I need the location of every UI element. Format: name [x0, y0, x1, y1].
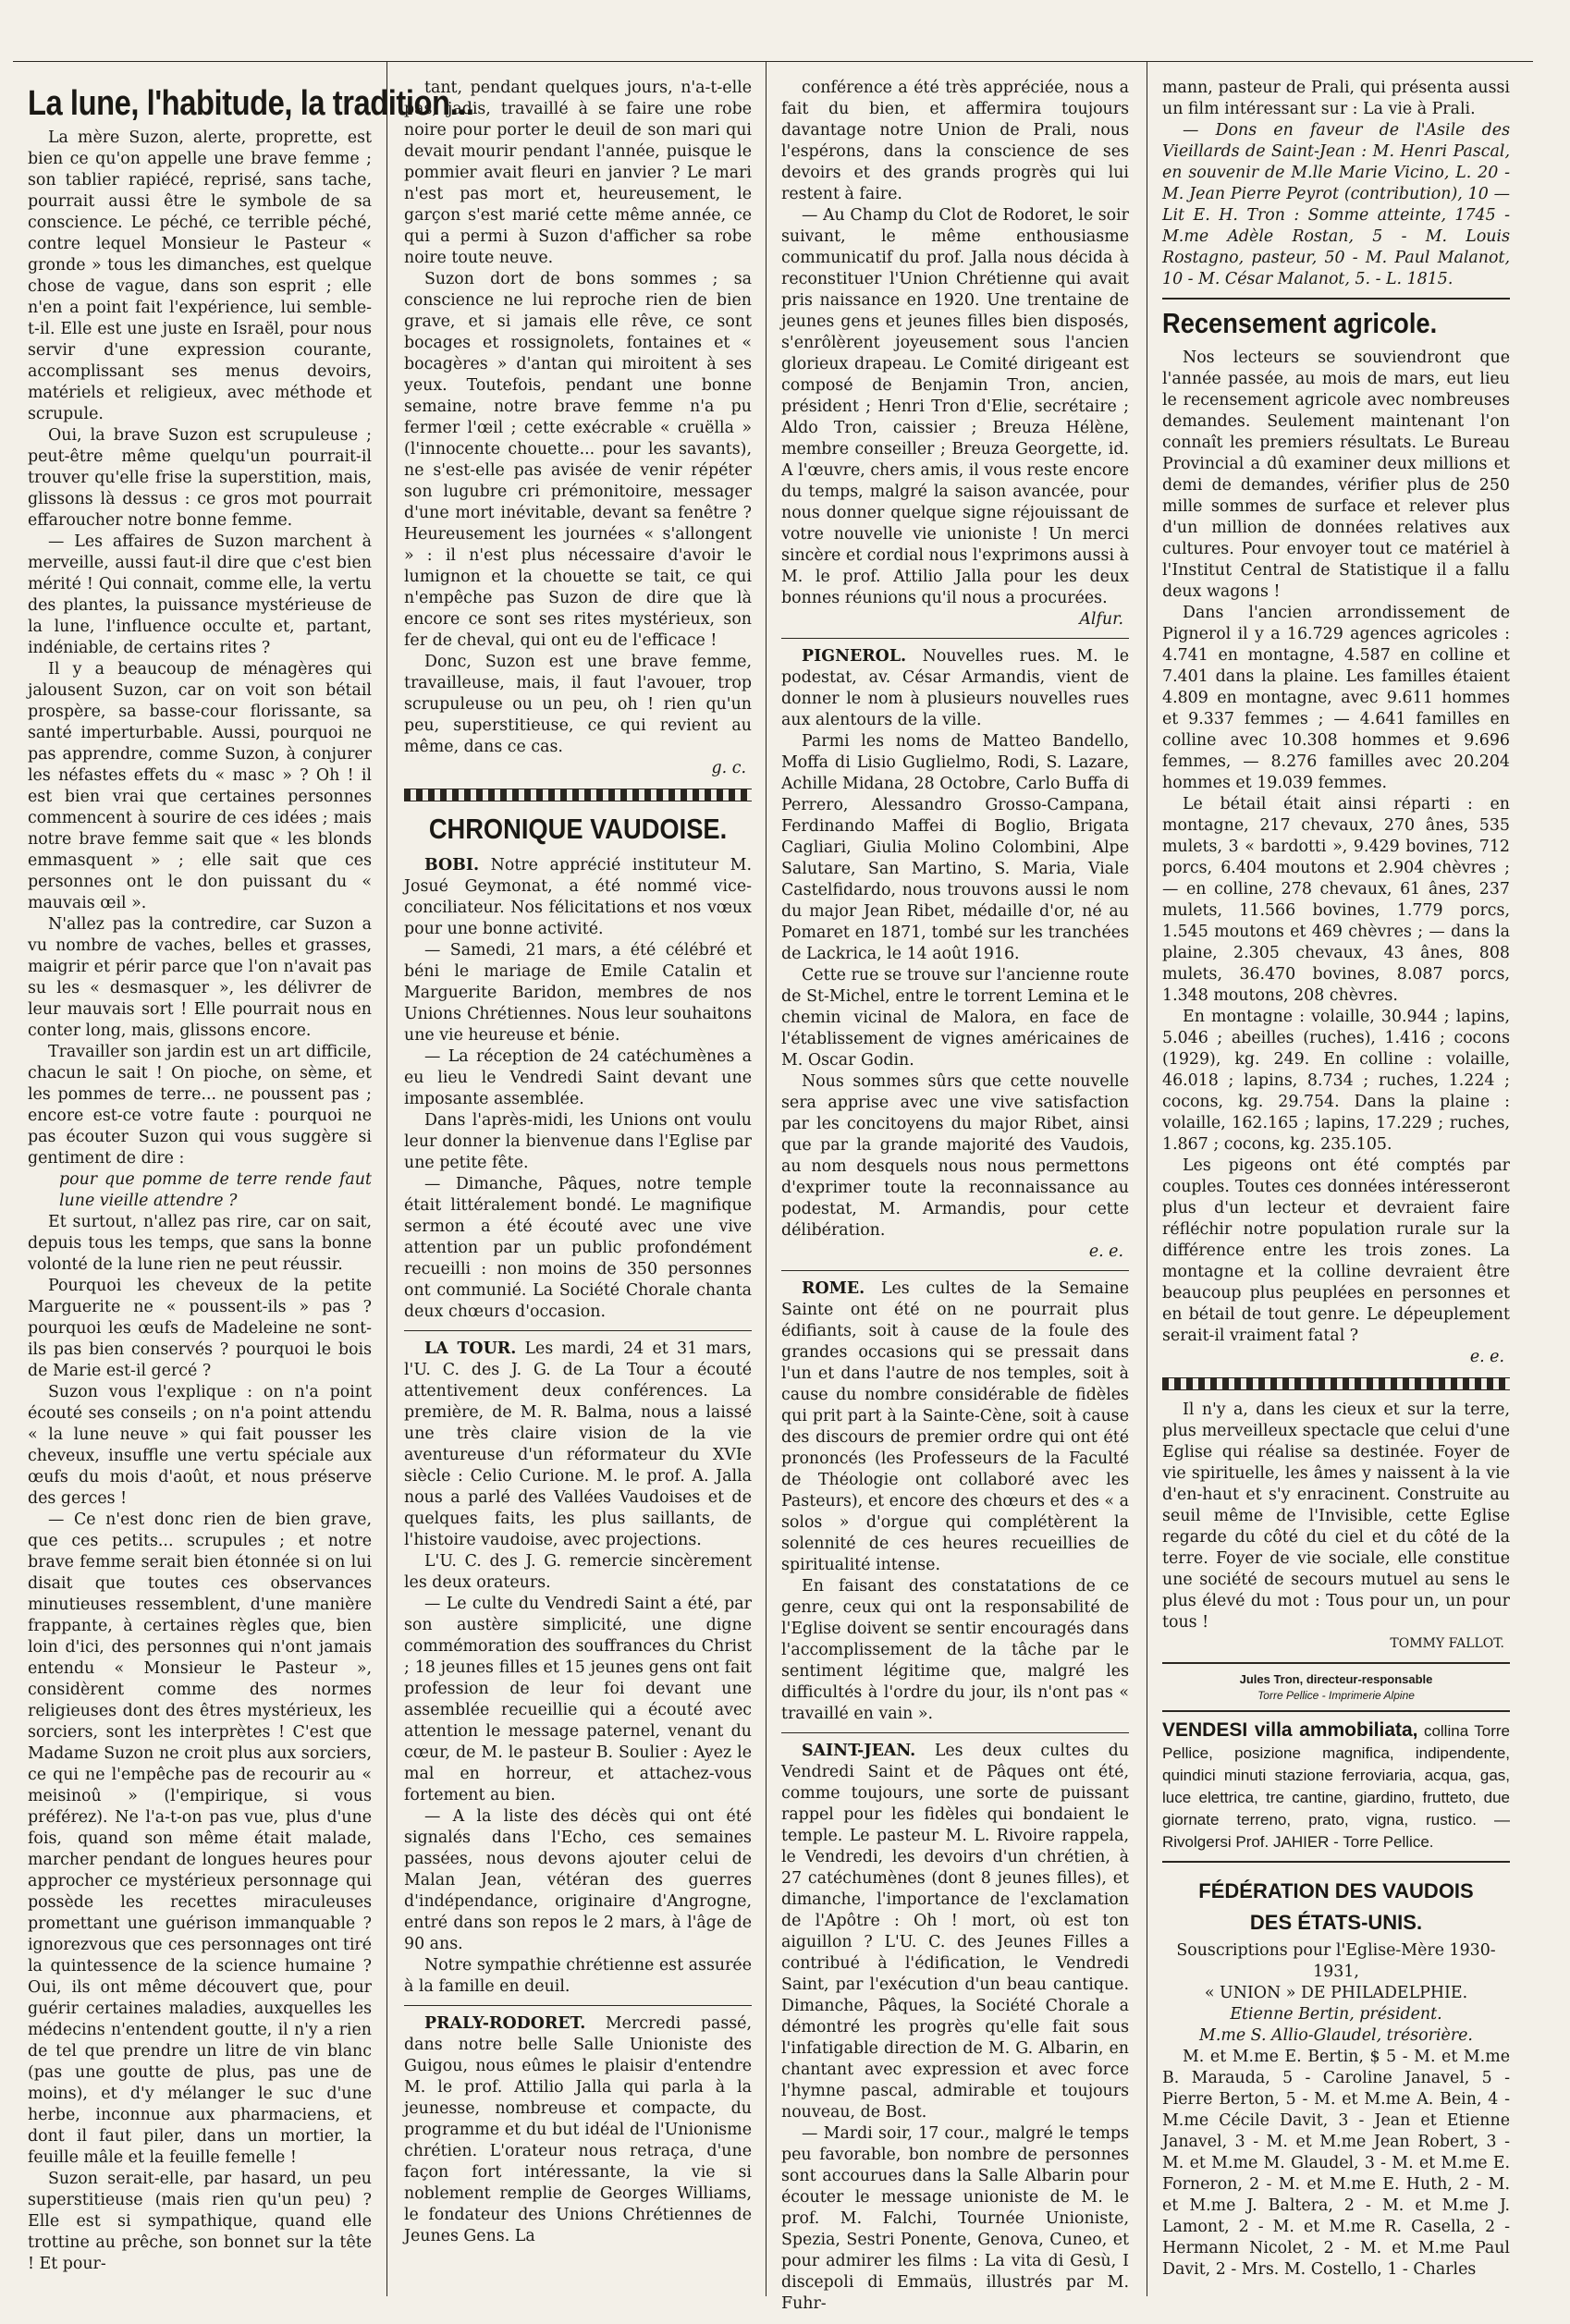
federation-list: M. et M.me E. Bertin, $ 5 - M. et M.me B. Marauda, 5 - Caroline Janavel, 5 - Pierre Berton, 5 - M. et M.me A. Bein, 4 - M.me Cécile Davit, 3 - Jean et Etienne Janavel, 3 - M. et M.me Jean Robert, 3 - M. et M.me M. Glaudel, 3 - M. et M.me E. Forneron, 2 - M. et M.me E. Huth, 2 - M. et M.me J. Baltera, 2 - M. et M.me J. Lamont, 2 - M. et M.me R. Casella, 2 - Hermann Nicolet, 2 - M. et M.me Paul Davit, 2 - Mrs. M. Costello, 1 - Charles — [1162, 2048, 1510, 2279]
paragraph: Suzon vous l'explique : on n'a point écouté ses conseils ; on n'a point attendu « la lune neuve » qui fait pousser les cheveux, insuffle une vertu spéciale aux œufs du mois d'août, et nous préserve des gerces ! — [28, 1383, 372, 1508]
paragraph: — Samedi, 21 mars, a été célébré et béni le mariage de Emile Catalin et Marguerite Baridon, membres de nos Unions Chrétiennes. Nous leur souhaitons une vie heureuse et bénie. — [404, 941, 752, 1045]
news-praly — [404, 2013, 752, 2247]
ornament-divider — [404, 789, 752, 801]
paragraph: En montagne : volaille, 30.944 ; lapins, 5.046 ; abeilles (ruches), 1.416 ; cocons (1929), kg. 249. En colline : volaille, 46.018 ; lapins, 8.734 ; ruches, 1.224 ; cocons, kg. 29.754. Dans la plaine : volaille, 162.165 ; lapins, 17.229 ; ruches, 1.867 ; cocons, kg. 235.105. — [1162, 1008, 1510, 1154]
paragraph: — Mardi soir, 17 cour., malgré le temps peu favorable, bon nombre de personnes sont accourues dans la Salle Albarin pour écouter le message unioniste de M. le prof. M. Falchi, Tournée Unioniste, Spezia, Sestri Ponente, Genova, Cuneo, et pour admirer les films : La vita di Gesù, I discepoli di Emmaüs, illustrés par M. Fuhr- — [781, 2124, 1129, 2313]
divider — [1162, 1662, 1510, 1664]
column-4 — [1162, 78, 1510, 2296]
paragraph: conférence a été très appréciée, nous a fait du bien, et affermira toujours davantage notre Union de Prali, nous l'espérons, dans la conscience de ses devoirs et des grands progrès qui lui restent à faire. — [781, 79, 1129, 203]
paragraph: Donc, Suzon est une brave femme, travailleuse, mais, il faut l'avouer, trop scrupuleuse ou un peu, oh ! rien qu'un peu, superstitieuse, ce qui revient au même, dans ce cas. — [404, 653, 752, 756]
article-title-lune: La lune, l'habitude, la tradition... — [28, 84, 474, 123]
news-pignerol — [781, 646, 1129, 731]
paragraph: Suzon serait-elle, par hasard, un peu superstitieuse (mais rien qu'un peu) ? Elle est si sympathique, quand elle trottine au prêche, son bonnet sur la tête ! Et pour- — [28, 2170, 372, 2273]
quote: pour que pomme de terre rende faut lune vieille attendre ? — [59, 1170, 372, 1210]
news-rome — [781, 1278, 1129, 1576]
paragraph: — Au Champ du Clot de Rodoret, le soir suivant, le même enthousiasme communicatif du prof. Jalla nous décida à reconstituer l'Union Chrétienne qui avait pris naissance en 1920. Une trentaine de jeunes gens et jeunes filles bien disposés, s'enrôlèrent joyeusement sous l'ancien glorieux drapeau. Le Comité dirigeant est composé de Benjamin Tron, ancien, président ; Henri Tron d'Elie, secrétaire ; Aldo Tron, caissier ; Breuza Hélène, membre conseiller ; Breuza Georgette, id. A l'œuvre, chers amis, il vous reste encore du temps, malgré la saison avancée, pour nous donner quelque signe réjouissant de votre nouvelle vie unioniste ! Un merci sincère et cordial nous l'exprimons aussi à M. le prof. Attilio Jalla pour les deux bonnes réunions qu'il nous a procurées. — [781, 206, 1129, 607]
paragraph: Et surtout, n'allez pas rire, car on sait, depuis tous les temps, que sans la bonne volonté de la lune rien ne peut réussir. — [28, 1213, 372, 1274]
place-name: SAINT-JEAN. — [802, 1742, 916, 1760]
article-title-recensement: Recensement agricole. — [1162, 307, 1438, 339]
paragraph: Dans l'après-midi, les Unions ont voulu leur donner la bienvenue dans l'Eglise par une petite fête. — [404, 1111, 752, 1172]
signature: TOMMY FALLOT. — [1390, 1636, 1504, 1651]
paragraph: Pourquoi les cheveux de la petite Marguerite ne « poussent-ils » pas ? pourquoi les œufs de Madeleine ne sont-ils pas bien conservés ? pourquoi le bois de Marie est-il gercé ? — [28, 1277, 372, 1380]
federation-subtitle: Souscriptions pour l'Eglise-Mère 1930-1931, — [1176, 1941, 1496, 1981]
ad-text: collina Torre Pellice, posizione magnifica, indipendente, quindici minuti stazione ferroviaria, acqua, gas, luce elettrica, tre cantine, giardino, frutteto, due giornate terreno, prato, vigna, rustico. — Rivolgersi Prof. JAHIER - Torre Pellice. — [1162, 1722, 1511, 1851]
news-latour — [404, 1339, 752, 1551]
divider — [1162, 298, 1510, 300]
divider — [1162, 1710, 1510, 1712]
paragraph: — Le culte du Vendredi Saint a été, par son austère simplicité, une digne commémoration des souffrances du Christ ; 18 jeunes filles et 15 jeunes gens ont fait profession de leur foi devant une assemblée recueillie qui a écouté avec attention le message paternel, venant du cœur, de M. le pasteur B. Soulier : Ayez le mal en horreur, et attachez-vous fortement au bien. — [404, 1595, 752, 1804]
federation-subtitle: « UNION » DE PHILADELPHIE. — [1204, 1984, 1468, 2002]
divider — [781, 638, 1129, 639]
paragraph: Suzon dort de bons sommes ; sa conscience ne lui reproche rien de bien grave, et si jamais elle rêve, ce sont bocages et rossignolets, fontaines et « bocagères » d'antan qui miroitent à ses yeux. Toutefois, pendant une bonne semaine, notre brave femme n'a pu fermer l'œil ; cette exécrable « cruëlla » (l'innocente chouette... pour les savants), ne s'est-elle pas avisée de venir répéter son lugubre cri prémonitoire, messager d'une mort inévitable, devant sa fenêtre ? Heureusement les journées « s'allongent » : il n'est plus nécessaire d'avoir le lumignon et la chouette se tait, ce qui n'empêche pas Suzon de dire que là encore ce sont ses rites mystérieux, son fer de cheval, qui ont eu de l'efficace ! — [404, 270, 752, 650]
federation-title: FÉDÉRATION DES VAUDOIS — [1198, 1879, 1474, 1902]
paragraph: Travailler son jardin est un art difficile, chacun le sait ! On pioche, on sème, et les pommes de terre... ne poussent pas ; encore est-ce votre faute : pourquoi ne pas écouter Suzon qui vous suggère si gentiment de dire : — [28, 1043, 372, 1168]
news-stjean — [781, 1741, 1129, 2123]
divider — [781, 1732, 1129, 1733]
news-bobi — [404, 855, 752, 940]
paragraph: — Les affaires de Suzon marchent à merveille, aussi faut-il dire que c'est bien mérité ! Qui connait, comme elle, la vertu des plantes, la puissance mystérieuse de la lune, l'influence occulte et, partant, indéniable, de certains rites ? — [28, 532, 372, 657]
paragraph: En faisant des constatations de ce genre, ceux qui ont la responsabilité de l'Eglise doivent se sentir encouragés dans l'accomplissement de la tâche par le sentiment légitime que, malgré les difficultés à l'ordre du jour, ils n'ont pas « travaillé en vain ». — [781, 1577, 1129, 1723]
paragraph: Il y a beaucoup de ménagères qui jalousent Suzon, car on voit son bétail prospère, sa basse-cour florissante, sa santé imperturbable. Aussi, pourquoi ne pas apprendre, comme Suzon, à conjurer les néfastes effets du « masc » ? Oh ! il est bien vrai que certaines personnes commencent à sourire de ces idées ; mais notre brave femme sait que « les blonds emmasquent » ; elle sait que ces personnes ont le don puissant du « mauvais œil ». — [28, 660, 372, 912]
column-rule-2 — [766, 61, 767, 2296]
paragraph: — A la liste des décès qui ont été signalés dans l'Echo, ces semaines passées, nous devons ajouter celui de Malan Jean, vétéran des guerres d'indépendance, originaire d'Angrogne, entré dans son repos le 2 mars, à l'âge de 90 ans. — [404, 1807, 752, 1953]
imprint-director: Jules Tron, directeur-responsable — [1239, 1672, 1433, 1686]
column-3 — [781, 78, 1130, 2313]
top-rule — [13, 61, 1533, 62]
classified-ad — [1162, 1719, 1510, 1853]
divider — [404, 1330, 752, 1331]
paragraph: Les pigeons ont été comptés par couples. Toutes ces données intéresseront plus d'un lecteur et devraient faire réfléchir notre population rurale sur la différence entre les trois zones. La montagne et la colline devraient être beaucoup plus peuplées en personnes et en bétail de tout genre. Le dépeuplement serait-il vraiment fatal ? — [1162, 1156, 1510, 1345]
ad-lead: VENDESI villa ammobiliata, — [1162, 1719, 1418, 1741]
divider — [404, 2005, 752, 2006]
divider — [781, 1270, 1129, 1271]
paragraph: Nos lecteurs se souviendront que l'année passée, au mois de mars, eut lieu le recensement agricole avec nombreuses demandes. Seulement maintenant l'on connaît les premiers résultats. Le Bureau Provincial a dû examiner deux millions et demi de demandes, vérifier plus de 250 mille sommes de surface et relever plus d'un million de données relatives aux cultures. Pour envoyer tout ce matériel à l'Institut Central de Statistique il a fallu deux wagons ! — [1162, 349, 1510, 601]
federation-president: Etienne Bertin, président. — [1230, 2005, 1442, 2024]
paragraph: Notre sympathie chrétienne est assurée à la famille en deuil. — [404, 1956, 752, 1996]
paragraph: mann, pasteur de Prali, qui présenta aussi un film intéressant sur : La vie à Prali. — [1162, 79, 1510, 118]
signature: e. e. — [1469, 1348, 1504, 1366]
place-name: PRALY-RODORET. — [424, 2014, 586, 2033]
imprint-printer: Torre Pellice - Imprimerie Alpine — [1257, 1689, 1415, 1702]
paragraph: Nouvelles rues. M. le podestat, av. César Armandis, vient de donner le nom à plusieurs nouvelles rues aux alentours de la ville. — [781, 647, 1130, 729]
federation-treasurer: M.me S. Allio-Glaudel, trésorière. — [1199, 2026, 1473, 2045]
paragraph: Les mardi, 24 et 31 mars, l'U. C. des J. G. de La Tour a écouté attentivement deux conférences. La première, de M. R. Balma, nous a laissé une très claire vision de la vie aventureuse d'un réformateur du XVIe siècle : Celio Curione. M. le prof. A. Jalla nous a parlé des Vallées Vaudoises et de quelques faits, les plus saillants, de l'histoire vaudoise, avec projections. — [404, 1339, 752, 1549]
paragraph: Parmi les noms de Matteo Bandello, Moffa di Lisio Guglielmo, Rodi, S. Lazare, Achille Midana, 28 Octobre, Carlo Buffa di Perrero, Alessandro Grosso-Campana, Ferdinando Maffei di Boglio, Brigata Cagliari, Giulia Molino Colombini, Alpe Salutare, San Martino, S. Maria, Viale Castelfidardo, nous trouvons aussi le nom du major Jean Ribet, médaille d'or, né au Pomaret en 1871, tombé sur les tranchées de Lackrica, le 14 août 1916. — [781, 732, 1129, 963]
paragraph: Oui, la brave Suzon est scrupuleuse ; peut-être même quelqu'un pourrait-il trouver qu'elle frise la superstition, mais, glissons là dessus : ce gros mot pourrait effaroucher notre bonne femme. — [28, 426, 372, 530]
place-name: BOBI. — [424, 856, 480, 875]
column-2 — [404, 78, 752, 2296]
signature: e. e. — [1088, 1242, 1123, 1261]
fallot-quote: Il n'y a, dans les cieux et sur la terre, plus merveilleux spectacle que celui d'une Eglise qui réalise sa destinée. Foyer de vie spirituelle, les âmes y naissent à la vie d'en-haut et s'y enracinent. Construite au seuil même de l'Invisible, cette Eglise regarde du côté du ciel et du côté de la terre. Foyer de vie sociale, elle constitue une société de secours mutuel au sens le plus élevé du mot : Tous pour un, un pour tous ! — [1162, 1401, 1510, 1632]
paragraph: Cette rue se trouve sur l'ancienne route de St-Michel, entre le torrent Lemina et le chemin vicinal de Malora, en face de l'établissement de vignes américaines de M. Oscar Godin. — [781, 966, 1129, 1070]
paragraph: Notre apprécié instituteur M. Josué Geymonat, a été nommé vice-conciliateur. Nos félicitations et nos vœux pour une bonne activité. — [404, 856, 752, 938]
paragraph: Les cultes de la Semaine Sainte ont été on ne pourrait plus édifiants, soit à cause de la foule des grandes occasions qui se pressait dans l'un et dans l'autre de nos temples, soit à cause du nombre considérable de fidèles qui prit part à la Sainte-Cène, soit à cause des discours de premier ordre qui ont été prononcés (les Professeurs de la Faculté de Théologie ont collaboré avec les Pasteurs), et encore des chœurs et des « a solos » d'orgue qui complétèrent la solennité de ces heures recueillies de spiritualité intense. — [781, 1279, 1129, 1574]
paragraph: — Ce n'est donc rien de bien grave, que ces petits... scrupules ; et notre brave femme serait bien étonnée si on lui disait que toutes ces observances minutieuses ressemblent, d'une manière frappante, à certaines règles que, bien loin d'ici, des personnes qui n'ont jamais entendu « Monsieur le Pasteur », considèrent comme des normes religieuses dont des êtres mystérieux, les sorciers, sont les interprètes ! C'est que Madame Suzon ne croit plus aux sorciers, ce qui ne l'empêche pas de recourir au « meisinoû » (l'empirique, si vous préférez). Ne l'a-t-on pas vue, plus d'une fois, quand son même était malade, marcher pendant de longues heures pour approcher ce mystérieux personnage qui possède les recettes miraculeuses promettant une guérison immanquable ? ignorezvous que ces personnages ont tiré la quintessence de la science humaine ? Oui, ils ont même découvert que, pour guérir certaines maladies, auxquelles les médecins n'entendent goutte, il n'y a rien de tel que prendre un litre de vin blanc (pas une goutte de plus, pas une de moins), et d'y mélanger le suc d'une herbe, inconnue aux pharmaciens, et dont il faut piler, dans un mortier, la feuille mâle et la feuille femelle ! — [28, 1511, 372, 2167]
federation-title: DES ÉTATS-UNIS. — [1249, 1911, 1423, 1934]
paragraph: — La réception de 24 catéchumènes a eu lieu le Vendredi Saint devant une imposante assemblée. — [404, 1047, 752, 1108]
paragraph: La mère Suzon, alerte, proprette, est bien ce qu'on appelle une brave femme ; son tablier rapiécé, reprisé, sans tache, pourrait aussi être le symbole de sa conscience. Le péché, ce terrible péché, contre lequel Monsieur le Pasteur « gronde » tous les dimanches, est quelque chose de vague, dans son esprit ; elle n'en a point fait l'expérience, lui semble-t-il. Elle est une juste en Israël, pour nous servir d'une expression courante, accomplissant ses menus devoirs, matériels et religieux, avec méthode et scrupule. — [28, 128, 372, 423]
place-name: ROME. — [802, 1279, 865, 1298]
place-name: PIGNEROL. — [802, 647, 907, 666]
section-title-chronique: CHRONIQUE VAUDOISE. — [428, 813, 728, 845]
paragraph: Mercredi passé, dans notre belle Salle Unioniste des Guigou, nous eûmes le plaisir d'entendre M. le prof. Attilio Jalla qui parla à la jeunesse, nombreuse et compacte, du programme et du but idéal de l'Unionisme chrétien. L'orateur nous retraça, d'une façon fort intéressante, la vie si noblement remplie de Georges Williams, le fondateur des Unions Chrétiennes de Jeunes Gens. La — [404, 2014, 752, 2245]
ornament-divider — [1162, 1377, 1510, 1390]
signature: Alfur. — [1079, 610, 1123, 629]
place-name: LA TOUR. — [424, 1339, 517, 1358]
paragraph: L'U. C. des J. G. remercie sincèrement les deux orateurs. — [404, 1552, 752, 1592]
divider — [1162, 1861, 1510, 1863]
paragraph: Les deux cultes du Vendredi Saint et de Pâques ont été, comme toujours, une sorte de puissant rappel pour les fidèles qui bondaient le temple. Le pasteur M. L. Rivoire rappela, le Vendredi, les devoirs d'un chrétien, à 27 catéchumènes (dont 8 jeunes filles), et dimanche, l'importance de l'exclamation de l'Apôtre : Oh ! mort, où est ton aiguillon ? L'U. C. des Jeunes Filles a contribué à l'édification, le Vendredi Saint, par l'exécution d'un beau cantique. Dimanche, Pâques, la Société Chorale a démontré les progrès qu'elle fait sous l'infatigable direction de M. G. Albarin, en chantant avec expression et avec force l'hymne pascal, admirable et toujours nouveau, de Bost. — [781, 1742, 1130, 2122]
paragraph: Nous sommes sûrs que cette nouvelle sera apprise avec une vive satisfaction par les concitoyens du major Ribet, ainsi que par la grande majorité des Vaudois, au nom desquels nous nous permettons d'exprimer toute la reconnaissance au podestat, M. Armandis, pour cette délibération. — [781, 1072, 1129, 1240]
paragraph: — Dimanche, Pâques, notre temple était littéralement bondé. Le magnifique sermon a été écouté avec une vive attention par un public profondément recueilli : non moins de 350 personnes ont communié. La Société Chorale chanta deux chœurs d'occasion. — [404, 1175, 752, 1321]
donations: — Dons en faveur de l'Asile des Vieillards de Saint-Jean : M. Henri Pascal, en souvenir de M.lle Marie Vicino, L. 20 - M. Jean Pierre Peyrot (contribution), 10 — Lit E. H. Tron : Somme atteinte, 1745 - M.me Adèle Rostan, 5 - M. Louis Rostagno, pasteur, 50 - M. Paul Malanot, 10 - M. César Malanot, 5. - L. 1815. — [1162, 121, 1510, 288]
paragraph: N'allez pas la contredire, car Suzon a vu nombre de vaches, belles et grasses, maigrir et périr parce que l'on n'avait pas su les « desmasquer », les délivrer de leur mauvais sort ! Elle pourrait nous en conter long, mais, glissons encore. — [28, 915, 372, 1040]
column-rule-1 — [386, 61, 387, 2296]
paragraph: Le bétail était ainsi réparti : en montagne, 217 chevaux, 270 ânes, 535 mulets, 3 « bardotti », 9.429 bovines, 712 porcs, 6.404 moutons et 2.904 chèvres ; — en colline, 278 chevaux, 61 ânes, 237 mulets, 11.566 bovines, 1.779 porcs, 1.545 moutons et 469 chèvres ; — dans la plaine, 2.305 chevaux, 43 ânes, 808 mulets, 36.470 bovines, 8.087 porcs, 1.348 moutons, 208 chèvres. — [1162, 795, 1510, 1005]
paragraph: tant, pendant quelques jours, n'a-t-elle pas, jadis, travaillé à se faire une robe noire pour porter le deuil de son mari qui devait mourir pendant l'année, puisque le pommier avait fleuri en janvier ? Le mari n'est pas mort et, heureusement, le garçon s'est marié cette même année, ce qui a permi à Suzon d'afficher sa robe noire toute neuve. — [404, 79, 752, 267]
signature: g. c. — [711, 759, 746, 777]
paragraph: Dans l'ancien arrondissement de Pignerol il y a 16.729 agences agricoles : 4.741 en montagne, 4.587 en colline et 7.401 dans la plaine. Les familles étaient 4.809 en montagne, avec 9.611 hommes et 9.337 femmes ; — 4.641 familles en colline avec 10.308 hommes et 9.696 femmes, — 8.276 familles avec 20.204 hommes et 19.039 femmes. — [1162, 604, 1510, 792]
